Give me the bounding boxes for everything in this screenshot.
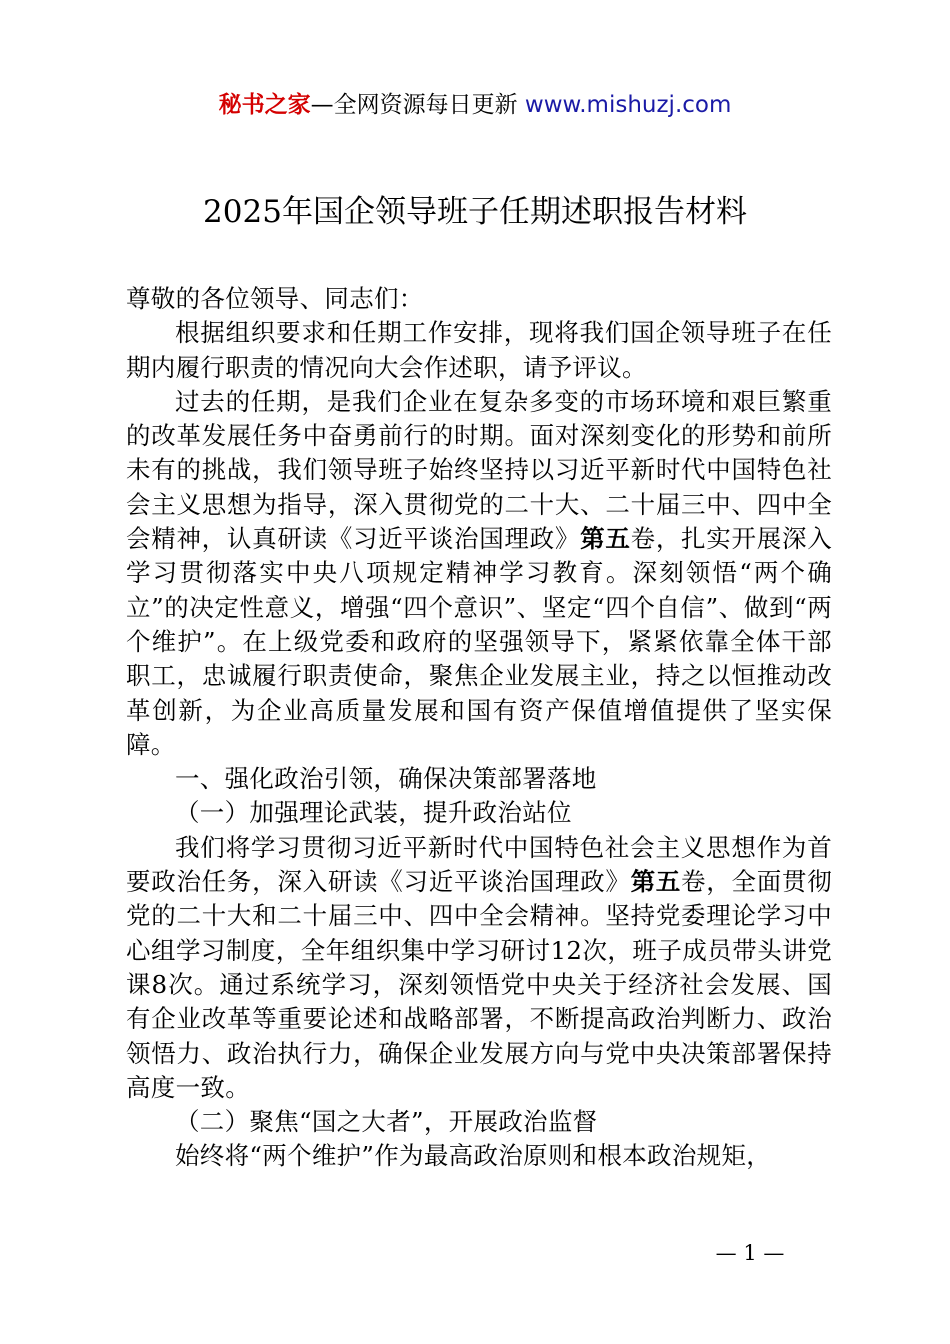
paragraph-theory-part-b: 卷，全面贯彻党的二十大和二十届三中、四中全会精神。坚持党委理论学习中心组学习制度，全年组织集中学习研讨12次，班子成员带头讲党课8次。通过系统学习，深刻领悟党中央关于经济社会发展、国有企业改革等重要论述和战略部署，不断提高政治判断力、政治领悟力、政治执行力，确保企业发展方向与党中央决策部署保持高度一致。 — [126, 867, 833, 1102]
paragraph-overview-part-b: 卷，扎实开展深入学习贯彻落实中央八项规定精神学习教育。深刻领悟“两个确立”的决定性意义，增强“四个意识”、坚定“四个自信”、做到“两个维护”。在上级党委和政府的坚强领导下，紧紧依靠全体干部职工，忠诚履行职责使命，聚焦企业发展主业，持之以恒推动改革创新，为企业高质量发展和国有资产保值增值提供了坚实保障。 — [126, 524, 832, 759]
salutation: 尊敬的各位领导、同志们： — [126, 284, 424, 313]
header-slogan: —全网资源每日更新 — [310, 92, 525, 118]
page-number: — 1 — — [715, 1241, 785, 1265]
paragraph-theory-part-a: 我们将学习贯彻习近平新时代中国特色社会主义思想作为首要政治任务，深入研读《习近平谈治国理政》 — [126, 832, 832, 897]
subsection-heading-1-2: （二）聚焦“国之大者”，开展政治监督 — [175, 1107, 598, 1137]
document-body — [126, 282, 832, 1174]
paragraph-theory-study — [126, 831, 832, 1105]
paragraph-political-supervision: 始终将“两个维护”作为最高政治原则和根本政治规矩， — [175, 1141, 772, 1171]
header-url-link[interactable]: www.mishuzj.com — [524, 92, 732, 118]
site-header — [0, 88, 950, 122]
subsection-heading-1-1: （一）加强理论武装，提升政治站位 — [175, 798, 572, 828]
section-heading-1: 一、强化政治引领，确保决策部署落地 — [175, 764, 597, 794]
paragraph-overview-part-a: 过去的任期，是我们企业在复杂多变的市场环境和艰巨繁重的改革发展任务中奋勇前行的时期。面对深刻变化的形势和前所未有的挑战，我们领导班子始终坚持以习近平新时代中国特色社会主义思想为指导，深入贯彻党的二十大、二十届三中、四中全会精神，认真研读《习近平谈治国理政》 — [126, 386, 832, 554]
paragraph-overview — [126, 385, 832, 762]
paragraph-theory-bold: 第五 — [630, 867, 682, 897]
paragraph-overview-bold: 第五 — [580, 524, 631, 554]
paragraph-intro: 根据组织要求和任期工作安排，现将我们国企领导班子在任期内履行职责的情况向大会作述职，请予评议。 — [126, 318, 832, 382]
header-brand: 秘书之家 — [218, 92, 311, 118]
document-title: 2025年国企领导班子任期述职报告材料 — [203, 194, 747, 230]
